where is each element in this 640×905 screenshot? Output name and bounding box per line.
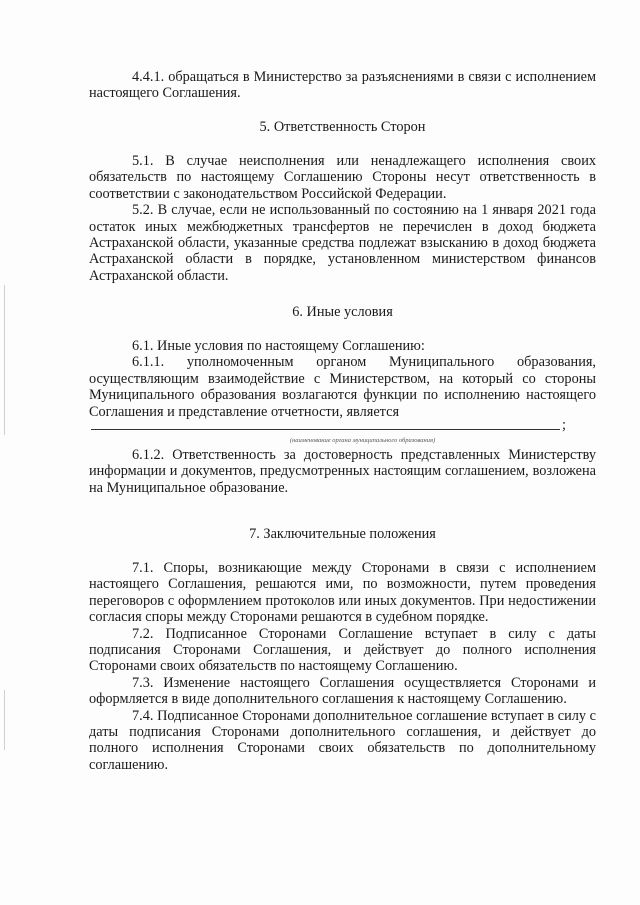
section-6-body [89, 338, 596, 496]
blank-underline [91, 429, 560, 430]
blank-semicolon: ; [562, 417, 566, 434]
section-6 [89, 304, 596, 320]
clause-7-1: 7.1. Споры, возникающие между Сторонами в связи с исполнением настоящего Соглашения, решаются ими, по возможности, путем проведения переговоров с оформлением протоколов или иных документов. При недостижении согласия споры между Сторонами решаются в судебном порядке. [89, 560, 596, 626]
section-7 [89, 526, 596, 542]
clause-7-4: 7.4. Подписанное Сторонами дополнительное соглашение вступает в силу с даты подписания Сторонами дополнительного соглашения, и действует до полного исполнения Сторонами своих обязательств по дополнительному соглашению. [89, 707, 596, 773]
section-5-body [89, 153, 596, 284]
document-body [89, 69, 596, 102]
clause-6-1-2: 6.1.2. Ответственность за достоверность представленных Министерству информации и документов, предусмотренных настоящим соглашением, возложена на Муниципальное образование. [89, 447, 596, 496]
section-5 [89, 119, 596, 135]
blank-caption: (наименование органа муниципального образования) [289, 437, 436, 445]
fill-in-blank [89, 417, 596, 437]
clause-6-1: 6.1. Иные условия по настоящему Соглашению: [132, 338, 425, 354]
scan-margin-mark [4, 690, 5, 750]
section-7-heading: 7. Заключительные положения [249, 526, 436, 542]
clause-7-3: 7.3. Изменение настоящего Соглашения осуществляется Сторонами и оформляется в виде дополнительного соглашения к настоящему Соглашению. [89, 674, 596, 708]
clause-4-4-1: 4.4.1. обращаться в Министерство за разъяснениями в связи с исполнением настоящего Соглашения. [89, 69, 596, 102]
clause-7-2: 7.2. Подписанное Сторонами Соглашение вступает в силу с даты подписания Сторонами Соглашения, и действует до полного исполнения Сторонами своих обязательств по настоящему Соглашению. [89, 625, 596, 675]
section-7-body [89, 560, 596, 773]
clause-6-1-1: 6.1.1. уполномоченным органом Муниципального образования, осуществляющим взаимодействие с Министерством, на который со стороны Муниципального образования возлагаются функции по исполнению настоящего Соглашения и представление отчетности, является [89, 354, 596, 420]
clause-5-1: 5.1. В случае неисполнения или ненадлежащего исполнения своих обязательств по настоящему Соглашению Стороны несут ответственность в соответствии с законодательством Российской Федерации. [89, 153, 596, 202]
section-6-heading: 6. Иные условия [292, 304, 393, 320]
scan-margin-mark [4, 285, 5, 435]
section-5-heading: 5. Ответственность Сторон [259, 119, 426, 135]
clause-5-2: 5.2. В случае, если не использованный по состоянию на 1 января 2021 года остаток иных межбюджетных трансфертов не перечислен в доход бюджета Астраханской области, указанные средства подлежат взысканию в доход бюджета Астраханской области в порядке, установленном министерством финансов Астраханской области. [89, 202, 596, 284]
